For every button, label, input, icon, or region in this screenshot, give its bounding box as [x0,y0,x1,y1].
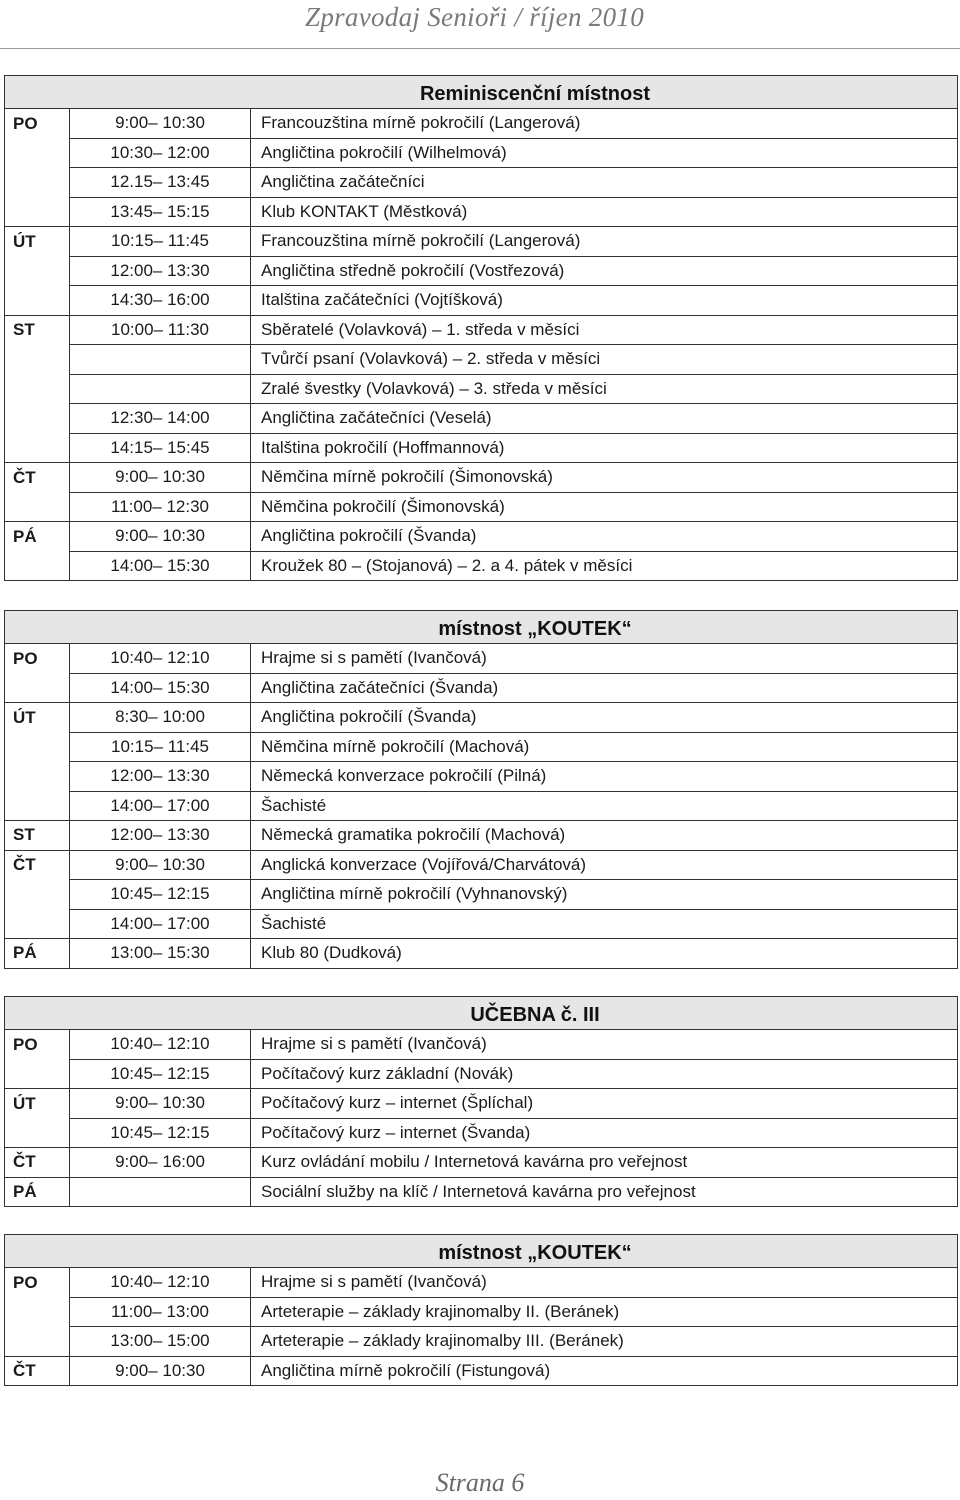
day-cell [5,732,70,762]
activity-cell: Německá gramatika pokročilí (Machová) [251,821,958,851]
activity-cell: Sociální služby na klíč / Internetová kavárna pro veřejnost [251,1177,958,1207]
time-cell: 8:30– 10:00 [70,703,251,733]
activity-cell: Hrajme si s pamětí (Ivančová) [251,1030,958,1060]
day-cell [5,909,70,939]
activity-cell: Hrajme si s pamětí (Ivančová) [251,1268,958,1298]
time-cell: 9:00– 10:30 [70,109,251,139]
day-cell: PÁ [5,939,70,969]
schedule-row [5,1356,958,1386]
schedule-row [5,1089,958,1119]
activity-cell: Němčina pokročilí (Šimonovská) [251,492,958,522]
day-cell: ÚT [5,1089,70,1119]
schedule-row [5,880,958,910]
day-cell [5,762,70,792]
schedule-row [5,791,958,821]
day-cell: PO [5,644,70,674]
time-cell: 14:15– 15:45 [70,433,251,463]
schedule-row [5,762,958,792]
day-cell: ČT [5,463,70,493]
time-cell: 10:40– 12:10 [70,644,251,674]
schedule-row [5,1327,958,1357]
schedule-table [4,1029,958,1207]
schedule-row [5,673,958,703]
day-cell [5,1118,70,1148]
schedule-row [5,939,958,969]
schedule-row [5,1177,958,1207]
activity-cell: Angličtina pokročilí (Švanda) [251,703,958,733]
activity-cell: Angličtina začátečníci (Švanda) [251,673,958,703]
activity-cell: Anglická konverzace (Vojířová/Charvátová) [251,850,958,880]
day-cell [5,374,70,404]
schedule-row [5,315,958,345]
schedule-row [5,909,958,939]
activity-cell: Francouzština mírně pokročilí (Langerová) [251,109,958,139]
day-cell: PÁ [5,1177,70,1207]
activity-cell: Italština pokročilí (Hoffmannová) [251,433,958,463]
activity-cell: Šachisté [251,791,958,821]
activity-cell: Tvůrčí psaní (Volavková) – 2. středa v měsíci [251,345,958,375]
time-cell: 9:00– 10:30 [70,463,251,493]
schedule-section [4,75,958,581]
activity-cell: Němčina mírně pokročilí (Šimonovská) [251,463,958,493]
activity-cell: Francouzština mírně pokročilí (Langerová) [251,227,958,257]
time-cell: 10:00– 11:30 [70,315,251,345]
schedule-row [5,345,958,375]
schedule-row [5,821,958,851]
time-cell: 11:00– 12:30 [70,492,251,522]
day-cell [5,286,70,316]
time-cell: 10:40– 12:10 [70,1030,251,1060]
schedule-table [4,643,958,969]
day-cell [5,256,70,286]
activity-cell: Němčina mírně pokročilí (Machová) [251,732,958,762]
time-cell: 12:00– 13:30 [70,821,251,851]
activity-cell: Angličtina začátečníci [251,168,958,198]
activity-cell: Angličtina mírně pokročilí (Vyhnanovský) [251,880,958,910]
activity-cell: Angličtina pokročilí (Švanda) [251,522,958,552]
time-cell: 10:45– 12:15 [70,1059,251,1089]
day-cell: ČT [5,850,70,880]
schedule-row [5,1297,958,1327]
activity-cell: Angličtina začátečníci (Veselá) [251,404,958,434]
activity-cell: Kurz ovládání mobilu / Internetová kavárna pro veřejnost [251,1148,958,1178]
schedule-row [5,703,958,733]
time-cell: 9:00– 16:00 [70,1148,251,1178]
schedule-row [5,1030,958,1060]
schedule-row [5,256,958,286]
activity-cell: Německá konverzace pokročilí (Pilná) [251,762,958,792]
day-cell: ČT [5,1356,70,1386]
room-title: UČEBNA č. III [470,1004,600,1026]
time-cell: 11:00– 13:00 [70,1297,251,1327]
activity-cell: Italština začátečníci (Vojtíšková) [251,286,958,316]
time-cell [70,1177,251,1207]
time-cell: 12:00– 13:30 [70,762,251,792]
schedule-row [5,109,958,139]
day-cell: ČT [5,1148,70,1178]
section-header [4,1234,958,1267]
schedule-row [5,1268,958,1298]
time-cell: 10:45– 12:15 [70,880,251,910]
day-cell [5,492,70,522]
time-cell: 9:00– 10:30 [70,850,251,880]
schedule-row [5,168,958,198]
day-cell: ST [5,821,70,851]
day-cell [5,551,70,581]
time-cell [70,374,251,404]
day-cell [5,168,70,198]
time-cell: 10:15– 11:45 [70,732,251,762]
schedule-row [5,433,958,463]
activity-cell: Arteterapie – základy krajinomalby II. (Beránek) [251,1297,958,1327]
time-cell: 13:00– 15:30 [70,939,251,969]
schedule-row [5,374,958,404]
time-cell: 14:00– 15:30 [70,673,251,703]
day-cell [5,673,70,703]
day-cell [5,197,70,227]
day-cell [5,1327,70,1357]
newsletter-title: Zpravodaj Senioři / říjen 2010 [305,2,644,32]
day-cell [5,880,70,910]
day-cell: ÚT [5,703,70,733]
time-cell: 10:40– 12:10 [70,1268,251,1298]
room-title: místnost „KOUTEK“ [438,1242,632,1264]
activity-cell: Klub 80 (Dudková) [251,939,958,969]
activity-cell: Zralé švestky (Volavková) – 3. středa v měsíci [251,374,958,404]
day-cell [5,433,70,463]
activity-cell: Sběratelé (Volavková) – 1. středa v měsíci [251,315,958,345]
day-cell: PO [5,1030,70,1060]
day-cell [5,1059,70,1089]
day-cell: ÚT [5,227,70,257]
room-title: místnost „KOUTEK“ [438,618,632,640]
day-cell: PO [5,1268,70,1298]
activity-cell: Angličtina mírně pokročilí (Fistungová) [251,1356,958,1386]
section-header [4,610,958,643]
schedule-row [5,1148,958,1178]
activity-cell: Hrajme si s pamětí (Ivančová) [251,644,958,674]
schedule-section [4,996,958,1207]
schedule-row [5,644,958,674]
schedule-row [5,732,958,762]
activity-cell: Počítačový kurz – internet (Švanda) [251,1118,958,1148]
schedule-row [5,1118,958,1148]
schedule-section [4,610,958,969]
day-cell [5,1297,70,1327]
page-number: Strana 6 [435,1468,525,1497]
time-cell: 13:45– 15:15 [70,197,251,227]
time-cell: 14:00– 15:30 [70,551,251,581]
schedule-row [5,197,958,227]
activity-cell: Klub KONTAKT (Městková) [251,197,958,227]
day-cell [5,791,70,821]
time-cell: 9:00– 10:30 [70,522,251,552]
time-cell: 12:30– 14:00 [70,404,251,434]
time-cell [70,345,251,375]
schedule-row [5,404,958,434]
day-cell: ST [5,315,70,345]
time-cell: 10:30– 12:00 [70,138,251,168]
schedule-row [5,522,958,552]
time-cell: 14:30– 16:00 [70,286,251,316]
section-header [4,75,958,108]
activity-cell: Šachisté [251,909,958,939]
time-cell: 12:00– 13:30 [70,256,251,286]
schedule-section [4,1234,958,1386]
schedule-row [5,227,958,257]
schedule-row [5,286,958,316]
time-cell: 9:00– 10:30 [70,1089,251,1119]
day-cell [5,404,70,434]
time-cell: 9:00– 10:30 [70,1356,251,1386]
activity-cell: Kroužek 80 – (Stojanová) – 2. a 4. pátek v měsíci [251,551,958,581]
schedule-row [5,551,958,581]
schedule-table [4,1267,958,1386]
time-cell: 13:00– 15:00 [70,1327,251,1357]
time-cell: 12.15– 13:45 [70,168,251,198]
activity-cell: Počítačový kurz základní (Novák) [251,1059,958,1089]
schedule-row [5,138,958,168]
day-cell [5,138,70,168]
schedule-row [5,492,958,522]
activity-cell: Arteterapie – základy krajinomalby III. (Beránek) [251,1327,958,1357]
time-cell: 14:00– 17:00 [70,909,251,939]
room-title: Reminiscenční místnost [419,83,651,105]
day-cell: PO [5,109,70,139]
section-header [4,996,958,1029]
time-cell: 10:15– 11:45 [70,227,251,257]
activity-cell: Angličtina pokročilí (Wilhelmová) [251,138,958,168]
page-header [0,0,960,49]
schedule-row [5,850,958,880]
day-cell: PÁ [5,522,70,552]
schedule-row [5,1059,958,1089]
schedule-table [4,108,958,581]
time-cell: 10:45– 12:15 [70,1118,251,1148]
day-cell [5,345,70,375]
schedule-row [5,463,958,493]
activity-cell: Angličtina středně pokročilí (Vostřezová) [251,256,958,286]
activity-cell: Počítačový kurz – internet (Šplíchal) [251,1089,958,1119]
time-cell: 14:00– 17:00 [70,791,251,821]
